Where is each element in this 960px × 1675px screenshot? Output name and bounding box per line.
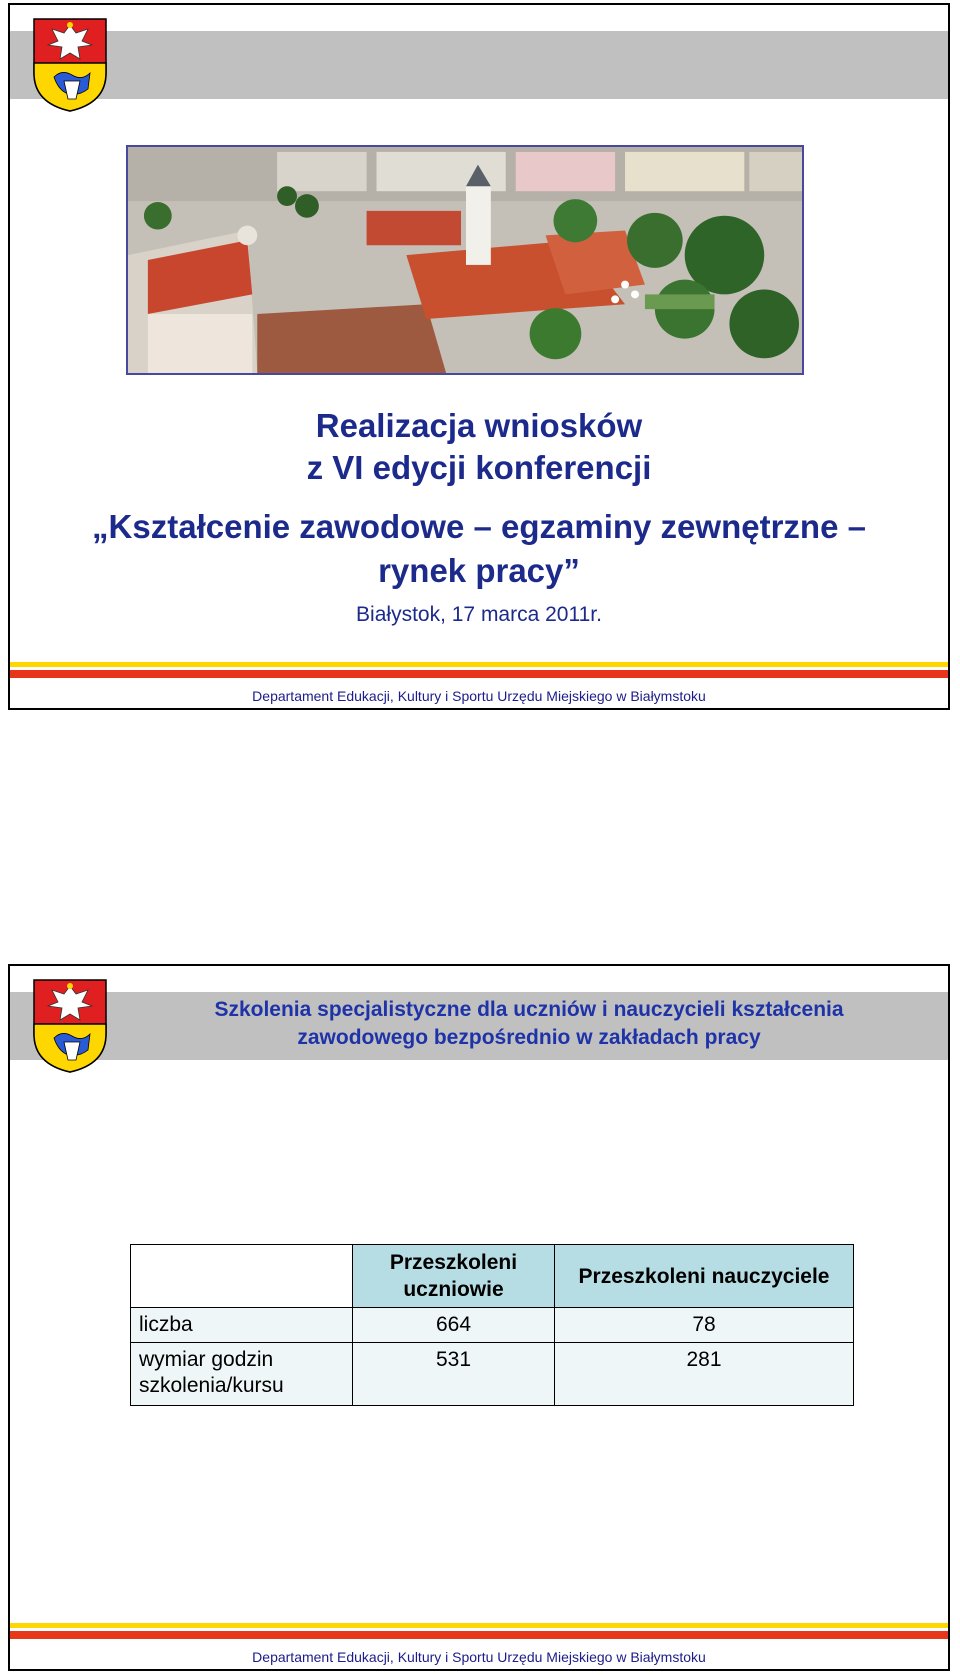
cell-teachers: 78 xyxy=(555,1308,854,1343)
slide-title-line-1: Szkolenia specjalistyczne dla uczniów i nauczycieli kształcenia xyxy=(214,998,844,1021)
title-line-1: Realizacja wniosków xyxy=(315,407,643,444)
cell-teachers: 281 xyxy=(555,1343,854,1406)
slide-title-line-2: zawodowego bezpośrednio w zakładach pracy xyxy=(297,1026,761,1049)
table-row xyxy=(131,1343,854,1406)
row-label: wymiar godzin szkolenia/kursu xyxy=(131,1343,353,1406)
table-header-blank xyxy=(131,1245,353,1308)
table-header-students: Przeszkoleni uczniowie xyxy=(353,1245,555,1308)
title-block xyxy=(10,405,948,627)
slide-title xyxy=(110,996,948,1052)
cell-students: 531 xyxy=(353,1343,555,1406)
footer-text: Departament Edukacji, Kultury i Sportu Urzędu Miejskiego w Białymstoku xyxy=(252,1649,706,1665)
table-header-row xyxy=(131,1245,854,1308)
table-row xyxy=(131,1308,854,1343)
city-aerial-photo xyxy=(126,145,804,375)
row-label: liczba xyxy=(131,1308,353,1343)
title-line-2: z VI edycji konferencji xyxy=(306,449,652,486)
header-band xyxy=(10,31,948,99)
footer-stripes xyxy=(10,1623,948,1639)
training-table xyxy=(130,1244,854,1406)
table-header-teachers: Przeszkoleni nauczyciele xyxy=(555,1245,854,1308)
date-line: Białystok, 17 marca 2011r. xyxy=(356,603,602,626)
coat-of-arms-icon xyxy=(30,15,110,113)
subtitle-line-2: rynek pracy” xyxy=(378,552,580,589)
slide-1 xyxy=(8,3,950,710)
coat-of-arms-icon xyxy=(30,976,110,1074)
subtitle-line-1: „Kształcenie zawodowe – egzaminy zewnętrzne – xyxy=(92,508,866,545)
footer-stripes xyxy=(10,662,948,678)
cell-students: 664 xyxy=(353,1308,555,1343)
footer-text: Departament Edukacji, Kultury i Sportu Urzędu Miejskiego w Białymstoku xyxy=(252,688,706,704)
slide-2 xyxy=(8,964,950,1671)
